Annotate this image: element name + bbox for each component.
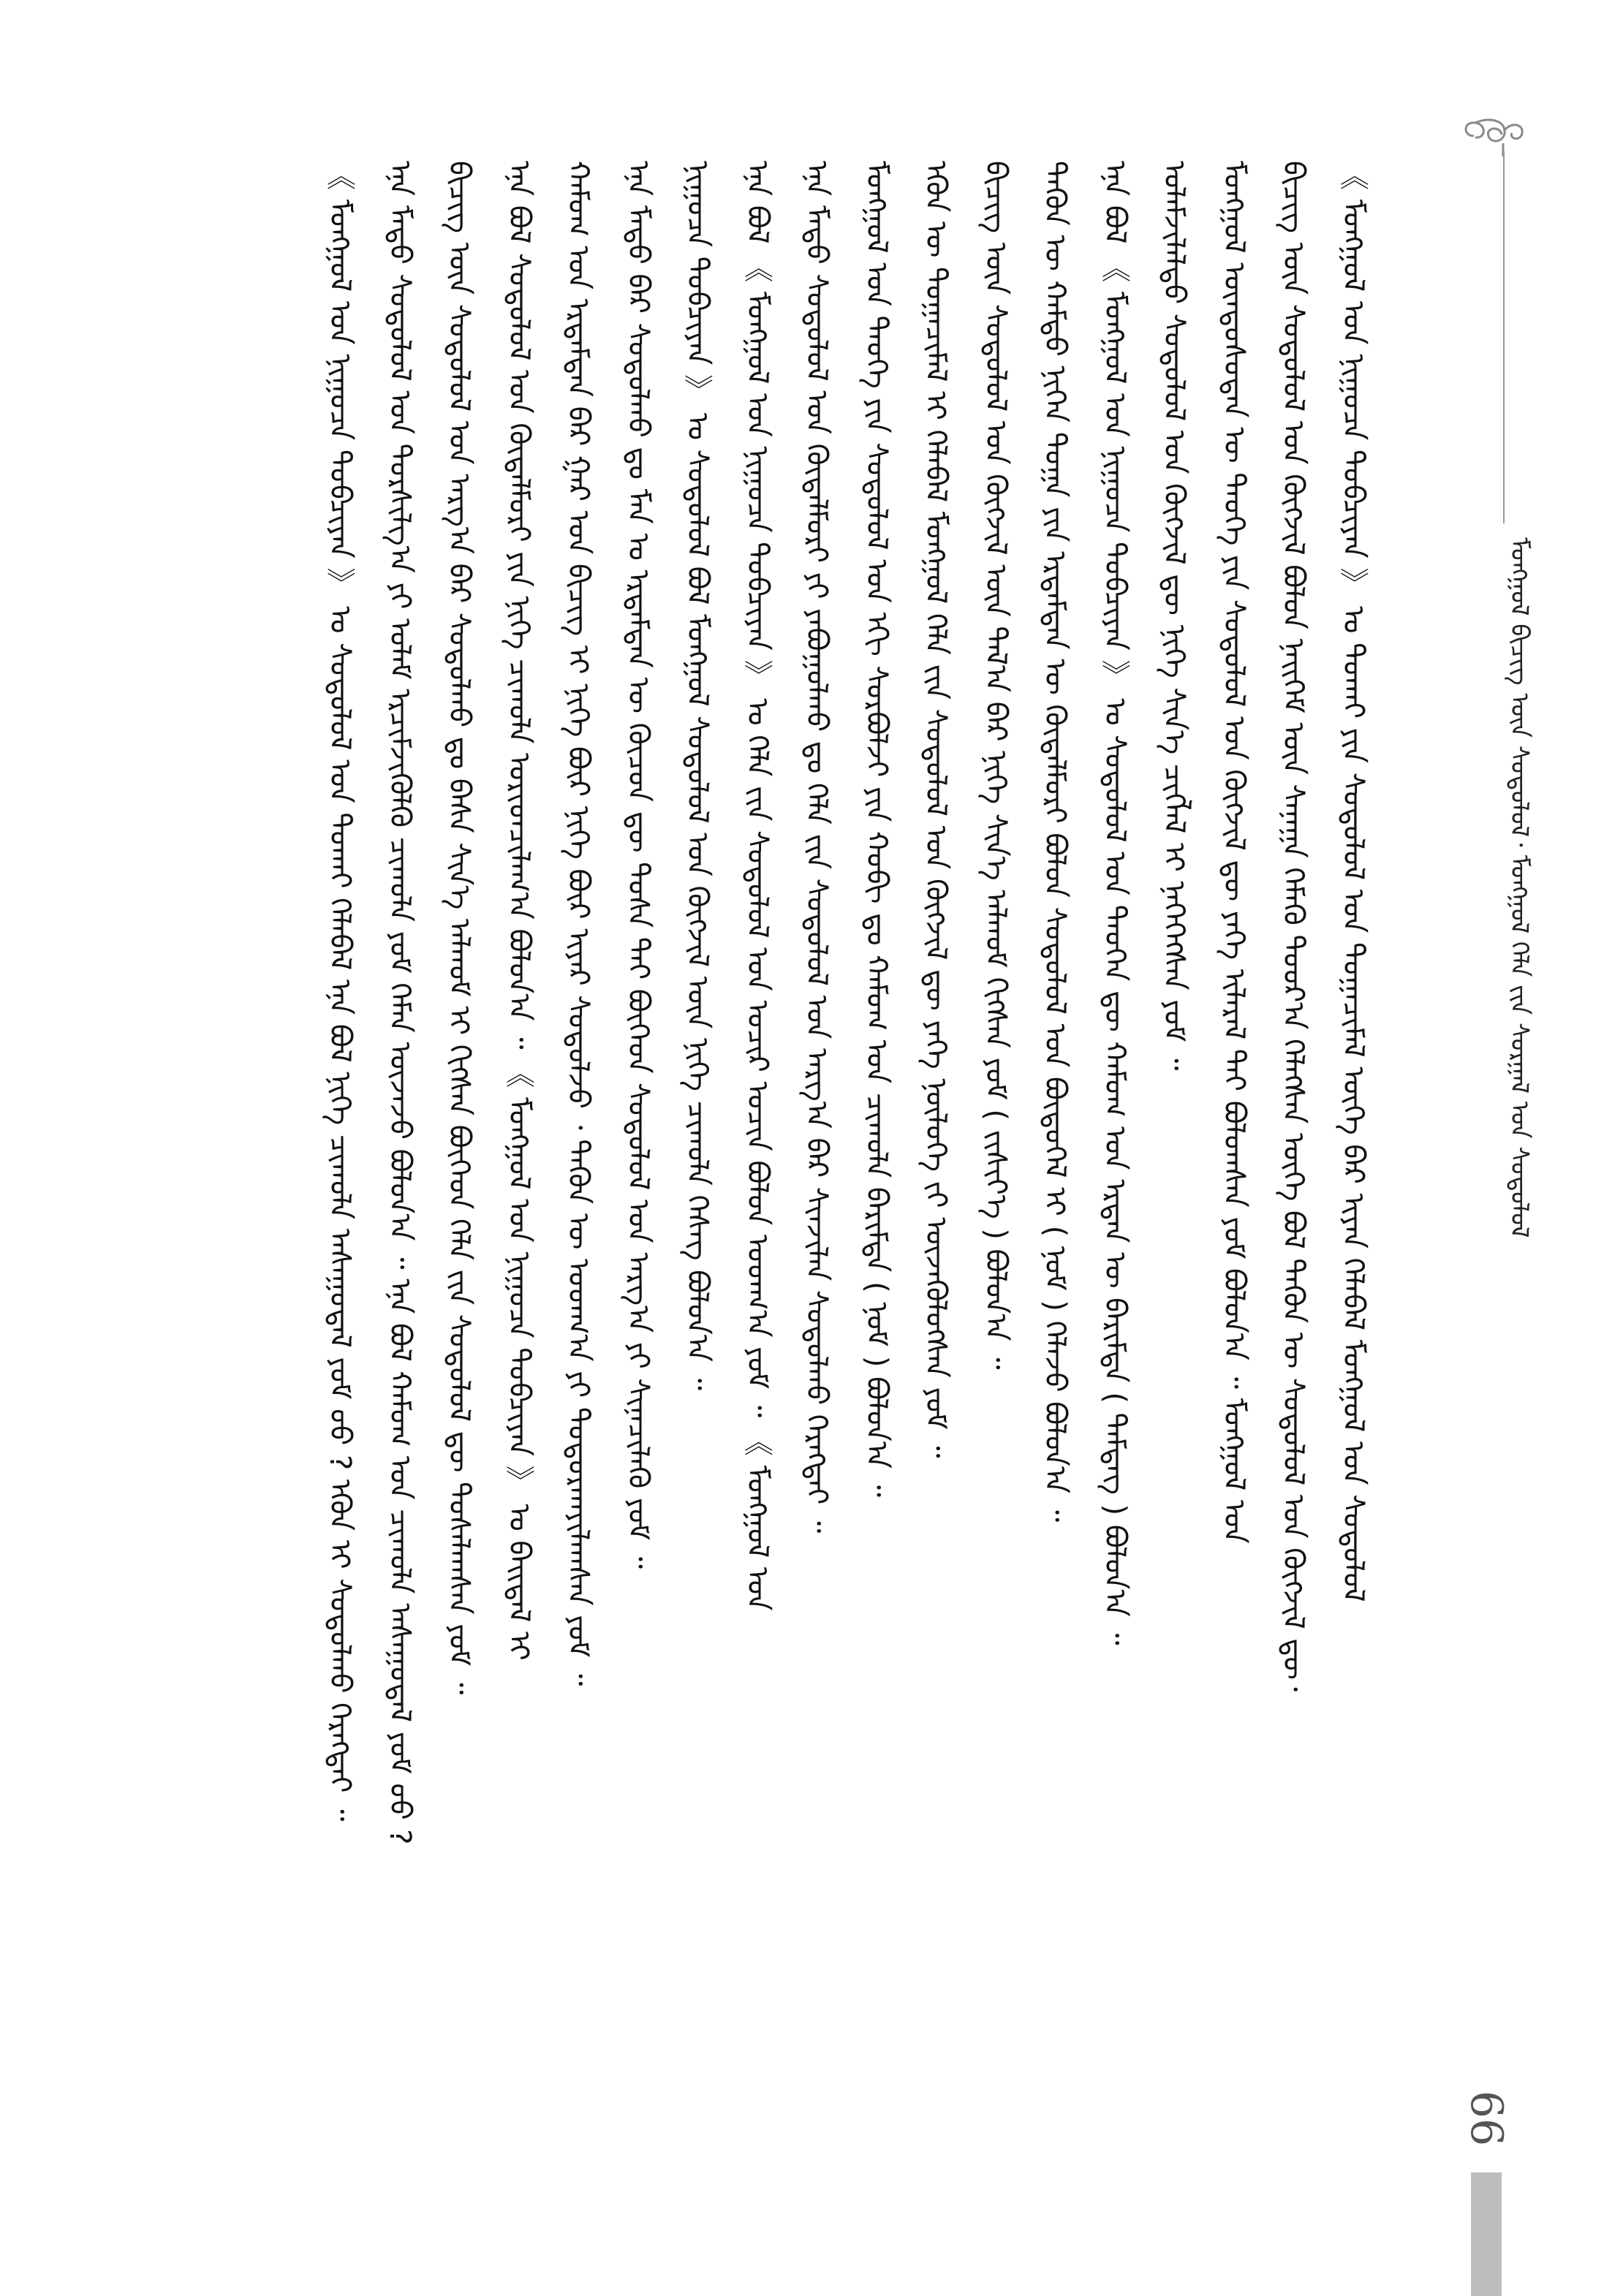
body-text: [95, 161, 1382, 2076]
flourish-ornament-icon: [1459, 114, 1540, 158]
text-line: ᠬᠠᠮᠤᠭ ᠤᠨ ᠡᠷᠳᠡᠮᠲᠡᠨ ᠪᠠᠷ ᠭᠠᠷ ᠤᠨ ᠪᠢᠴᠢᠭ ᠢ ᠨᠢᠭᠡ ᠪᠦᠷ ᠨᠢᠭᠡ ᠪᠦᠷ ᠢᠶᠡᠷ ᠰᠤᠳᠤᠯᠵᠤ ᠂ ᠲᠡᠭᠦᠨ ᠦ ᠤᠳᠬ᠎ᠠ ᠶᠢ ᠲᠣᠳᠤᠷᠬᠠᠶᠢᠯᠠᠭᠰᠠᠨ ᠶᠤᠮ ᠃: [561, 161, 596, 1686]
text-line: ᠮᠣᠩᠭᠣᠯ ᠦᠨᠳᠦᠰᠦᠲᠡᠨ ᠦ ᠲᠡᠦᠬᠡ ᠶᠢᠨ ᠰᠤᠳᠤᠯᠤᠯ ᠤᠨ ᠬᠥᠭᠵᠢᠯ ᠳᠦ ᠶᠡᠬᠡ ᠢᠯᠡᠷᠡᠯ ᠲᠡᠢ ᠪᠣᠯᠤᠭᠰᠠᠨ ᠶᠤᠮ ᠪᠣᠯᠤᠨ᠎ᠠ ᠃ ᠮᠣᠩᠭᠣᠯ ᠤᠨ: [1217, 161, 1251, 1544]
text-line: ᠪᠢᠴᠢᠭ ᠦᠨ ᠰᠤᠳᠤᠯᠤᠯ ᠤᠨ ᠠᠷᠭ᠎ᠠ ᠪᠠᠷ ᠰᠤᠳᠤᠯᠬᠤ ᠳᠤ ᠪᠠᠰᠠ ᠰᠢᠨ᠎ᠡ ᠠᠯᠬᠤᠮ ᠢ ᠬᠢᠭᠰᠡᠨ ᠪᠦᠭᠡᠳ ᠬᠡᠯᠡ ᠵᠢᠨ ᠰᠤᠳᠤᠯᠤᠯ ᠳᠦ ᠲᠤᠰᠠᠯᠠᠭᠰᠠᠨ ᠶᠤᠮ ᠃: [442, 161, 477, 1695]
text-line: ᠡᠨᠡ ᠪᠣᠯ ᠰᠤᠳᠤᠯᠤᠯ ᠤᠨ ᠬᠥᠳᠡᠯᠮᠦᠷᠢ ᠶᠢᠨ ᠨᠢᠭᠡ ᠴᠢᠬᠤᠯᠠ ᠤᠷᠢᠳᠴᠢᠯᠠᠭ᠎ᠠ ᠪᠣᠯᠤᠨ᠎ᠠ ᠃ 《 ᠮᠣᠩᠭᠣᠯ ᠤᠨ ᠨᠢᠭᠤᠴᠠ ᠲᠣᠪᠴᠢᠶᠠᠨ 》 ᠤ ᠪᠠᠢᠳᠠᠯ ᠢ: [502, 161, 536, 1661]
text-line: [133, 161, 190, 2076]
text-line: ᠡᠨᠡ ᠪᠣᠯ 《 ᠮᠣᠩᠭᠣᠯ ᠤᠨ ᠨᠢᠭᠤᠴᠠ ᠲᠣᠪᠴᠢᠶᠠᠨ 》 ᠤ ᠰᠤᠳᠤᠯᠤᠯ ᠤᠨ ᠲᠡᠦᠬᠡᠨ ᠳᠦ ᠬᠠᠮᠤᠭ ᠤᠨ ᠡᠷᠲᠡᠨ ᠦ ᠪᠠᠷᠢᠮᠲᠠ ( ᠲᠡᠮᠳᠡᠭ ) ᠪᠣᠯᠤᠨ᠎ᠠ ᠃: [1098, 161, 1132, 1645]
text-line: ᠡᠨᠡ ᠮᠡᠲᠦ ᠰᠤᠳᠤᠯᠤᠯ ᠤᠨ ᠲᠤᠷᠰᠢᠯᠭ᠎ᠠ ᠶᠢ ᠤᠯᠠᠮ ᠡᠷᠴᠢᠮᠵᠢᠬᠦᠯᠬᠦ ᠴᠢᠬᠤᠯᠠ ᠶᠤᠮ ᠬᠡᠮᠡᠨ ᠦᠵᠡᠵᠦ ᠪᠣᠯᠤᠨ᠎ᠠ ᠃ ᠡᠨᠡ ᠪᠣᠯ ᠬᠠᠮᠤᠭ ᠤᠨ ᠴᠢᠬᠤᠯᠠ ᠠᠰᠠᠭᠤᠳᠠᠯ ᠶᠤᠮ ᠦᠦ ?: [383, 161, 417, 1845]
text-line: 《 ᠮᠣᠩᠭᠣᠯ ᠤᠨ ᠨᠢᠭᠤᠴᠠ ᠲᠣᠪᠴᠢᠶᠠᠨ 》 ᠤ ᠲᠤᠬᠠᠢ ᠶᠢᠨ ᠰᠤᠳᠤᠯᠤᠯ ᠤᠨ ᠲᠣᠭᠠᠴᠢᠮᠠᠯ ᠦᠭᠡ ᠪᠡᠷ ᠢᠶᠡᠨ ᠬᠡᠯᠡᠪᠡᠯ ᠮᠣᠩᠭᠣᠯ ᠤᠨ ᠰᠤᠳᠤᠯᠤᠯ: [1336, 161, 1370, 1602]
page-number: 66: [1461, 2090, 1512, 2147]
text-line: ᠤᠯᠠᠮᠵᠢᠯᠠᠯᠲᠤ ᠰᠤᠳᠤᠯᠤᠯ ᠤᠨ ᠬᠥᠭᠵᠢᠯ ᠳᠦ ᠨᠢᠭᠡ ᠰᠢᠨ᠎ᠡ ᠴᠢᠭᠯᠡᠯ ᠢ ᠨᠡᠭᠡᠭᠡᠭᠰᠡᠨ ᠶᠤᠮ ᠃: [1157, 161, 1192, 1071]
text-line: ᠮᠣᠩᠭᠣᠯ ᠤᠨ ᠲᠡᠦᠬᠡ ᠶᠢᠨ ᠰᠤᠳᠤᠯᠤᠯ ᠤᠨ ᠡᠬᠢ ᠰᠤᠷᠪᠤᠯᠵᠢ ᠶᠢᠨ ᠬᠤᠪᠢ ᠳᠤ ᠬᠠᠮᠤᠭ ᠤᠨ ᠴᠢᠬᠤᠯᠠ ᠪᠠᠷᠢᠮᠲᠠ ( ᠨᠣᠮ ) ᠪᠣᠯᠤᠨ᠎ᠠ ᠃: [860, 161, 893, 1498]
text-line: ᠪᠢᠴᠢᠭ ᠦᠨ ᠰᠤᠳᠤᠯᠤᠯ ᠤᠨ ᠬᠥᠭᠵᠢᠯ ᠦᠨ ᠲᠠᠯ᠎ᠠ ᠪᠠᠷ ᠨᠢᠭᠡ ᠰᠢᠨ᠎ᠡ ᠠᠯᠬᠤᠮ ᠬᠢᠭᠰᠡᠨ ᠶᠤᠮ ( ᠵᠢᠱᠢᠶ᠎ᠡ ) ᠪᠣᠯᠤᠨ᠎ᠠ ᠃: [979, 161, 1013, 1370]
text-line: ᠡᠨᠡ ᠮᠡᠲᠦ ᠪᠠᠷ ᠰᠤᠳᠤᠯᠬᠤ ᠳᠤ ᠮᠠᠨ ᠤ ᠡᠷᠳᠡᠮᠲᠡᠨ ᠦ ᠬᠦᠴᠦᠨ ᠳᠦ ᠲᠤᠰᠠ ᠲᠠᠢ ᠪᠥᠭᠡᠳ ᠰᠤᠳᠤᠯᠤᠯ ᠤᠨ ᠠᠷᠭ᠎ᠠ ᠶᠢ ᠰᠢᠨᠡᠴᠢᠯᠡᠬᠦ ᠶᠤᠮ ᠃: [621, 161, 655, 1569]
text-line: ᠨᠢᠭᠤᠴᠠ ᠲᠣᠪᠴᠢᠶᠠᠨ 》 ᠤ ᠰᠤᠳᠤᠯᠤᠯ ᠪᠣᠯ ᠮᠣᠩᠭᠣᠯ ᠰᠤᠳᠤᠯᠤᠯ ᠤᠨ ᠬᠥᠭᠵᠢᠯ ᠦᠨ ᠨᠢᠭᠡ ᠴᠢᠬᠤᠯᠠ ᠬᠡᠰᠡᠭ ᠪᠣᠯᠤᠨ᠎ᠠ ᠃: [681, 161, 715, 1391]
running-head: ᠮᠣᠩᠭᠣᠯ ᠪᠢᠴᠢᠭ ᠦᠨ ᠰᠤᠳᠤᠯᠤᠯ᠂ ᠮᠣᠩᠭᠣᠯ ᠬᠡᠯᠡ ᠵᠢᠨ ᠰᠤᠷᠭᠠᠯ ᠤᠨ ᠰᠤᠳᠤᠯᠤᠯ: [1505, 537, 1534, 1238]
text-line: ᠡᠨᠡ ᠮᠡᠲᠦ ᠰᠤᠳᠤᠯᠤᠯ ᠤᠨ ᠬᠥᠳᠡᠯᠮᠦᠷᠢ ᠶᠢ ᠶᠠᠪᠤᠭᠤᠯᠬᠤ ᠳᠤ ᠬᠡᠯᠡ ᠵᠢᠨ ᠰᠤᠳᠤᠯᠤᠯ ᠤᠨ ᠠᠷᠭ᠎ᠠ ᠪᠠᠷ ᠰᠢᠨᠵᠢᠯᠡᠨ ᠰᠤᠳᠤᠯᠬᠤ ᠬᠡᠷᠡᠭᠲᠡᠢ ᠃: [800, 161, 834, 1534]
text-line: [193, 161, 250, 2076]
text-line: ᠪᠢᠴᠢᠭ ᠦᠨ ᠰᠤᠳᠤᠯᠤᠯ ᠤᠨ ᠬᠥᠭᠵᠢᠯ ᠪᠣᠯᠤᠨ ᠨᠡᠢᠭᠡᠮ ᠦᠨ ᠰᠠᠨᠠᠭᠠ ᠬᠡᠮᠡᠬᠦ ᠳᠣᠣᠷ᠎ᠠ ᠬᠡᠯᠡᠭᠰᠡᠨ ᠦᠭᠡ ᠪᠣᠯ ᠲᠡᠭᠦᠨ ᠦ ᠰᠤᠳᠤᠯᠤᠯ ᠤᠨ ᠬᠥᠭᠵᠢᠯ ᠳᠦ᠂: [1276, 161, 1311, 1692]
text-line: ᠡᠭᠦᠨ ᠦ ᠲᠣᠭᠠᠴᠢᠮᠠᠯ ᠢ ᠬᠡᠯᠡᠪᠡᠯ ᠮᠣᠩᠭᠣᠯ ᠬᠡᠯᠡ ᠵᠢᠨ ᠰᠤᠳᠤᠯᠤᠯ ᠤᠨ ᠬᠥᠭᠵᠢᠯ ᠳᠦ ᠶᠡᠬᠡ ᠨᠥᠯᠦᠭᠡ ᠵᠢ ᠦᠵᠡᠭᠦᠯᠦᠭᠰᠡᠨ ᠶᠤᠮ ᠃: [919, 161, 953, 1458]
page-edge-bar: [1471, 2172, 1502, 2296]
text-line: [252, 161, 309, 2076]
text-line: ᠡᠨᠡ ᠪᠣᠯ 《 ᠮᠣᠩᠭᠣᠯ ᠤᠨ ᠨᠢᠭᠤᠴᠠ ᠲᠣᠪᠴᠢᠶᠠᠨ 》 ᠤ ᠬᠡᠯᠡ ᠵᠢᠨ ᠰᠤᠳᠤᠯᠤᠯ ᠤᠨ ᠤᠴᠢᠷ ᠤᠴᠢᠨ ᠪᠣᠯᠤᠨ ᠤᠳᠬ᠎ᠠ ᠶᠤᠮ ᠃ 《 ᠮᠣᠩᠭᠣᠯ ᠤᠨ: [741, 161, 774, 1611]
text-line: ᠲᠡᠭᠦᠨ ᠦ ᠬᠠᠮᠲᠤ ᠨᠢᠭᠡᠨ ᠲᠣᠭᠠ ᠶᠢᠨ ᠡᠷᠳᠡᠮᠳᠡᠨ ᠦ ᠬᠥᠳᠡᠯᠮᠦᠷᠢ ᠪᠣᠯᠤᠨ ᠰᠤᠳᠤᠯᠤᠯ ᠤᠨ ᠪᠦᠲᠦᠭᠡᠯ ᠢ ( ᠨᠣᠮ ) ᠬᠡᠯᠡᠵᠦ ᠪᠣᠯᠤᠨ᠎ᠠ ᠃: [1038, 161, 1072, 1523]
header-rule: [1503, 151, 1505, 523]
text-line: 《 ᠮᠣᠩᠭᠣᠯ ᠤᠨ ᠨᠢᠭᠤᠴᠠ ᠲᠣᠪᠴᠢᠶᠠᠨ 》 ᠤ ᠰᠤᠳᠤᠯᠤᠯ ᠤᠨ ᠲᠤᠬᠠᠢ ᠬᠡᠯᠡᠪᠡᠯ ᠡᠨᠡ ᠪᠣᠯ ᠨᠢᠭᠡ ᠴᠢᠬᠤᠯᠠ ᠠᠰᠠᠭᠤᠳᠠᠯ ᠶᠤᠮ ᠦᠦ ? ᠡᠭᠦᠨ ᠢ ᠰᠤᠳᠤᠯᠬᠤ ᠬᠡᠷᠡᠭᠲᠡᠢ ᠃: [323, 161, 357, 1822]
